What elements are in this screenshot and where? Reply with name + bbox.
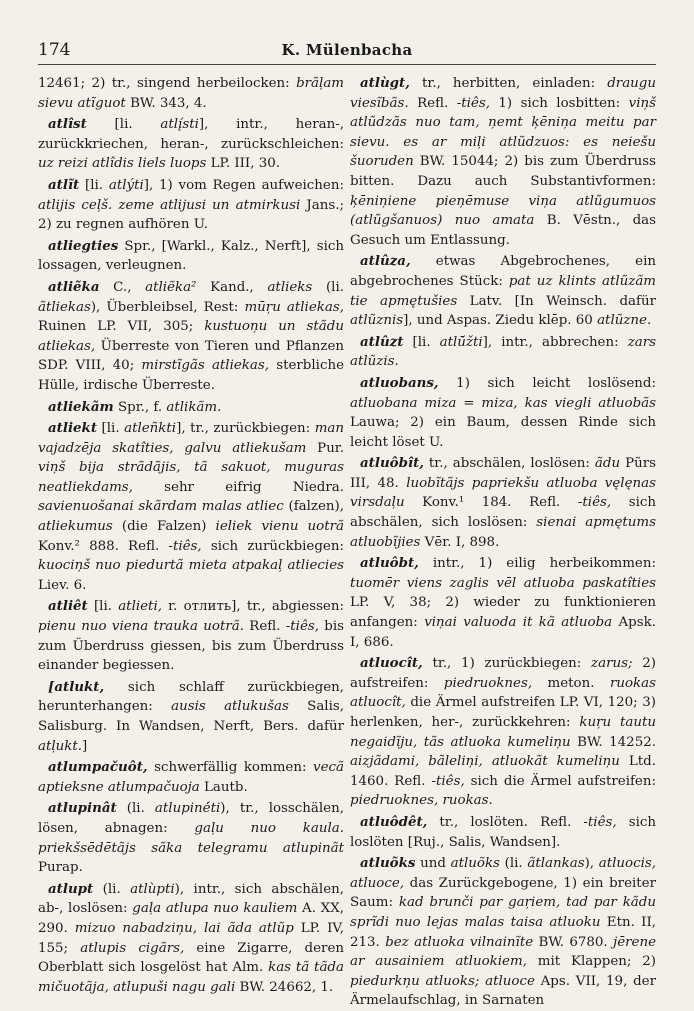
example-text: savienuošanai skãrdam malas atliec [38, 499, 284, 515]
definition-text: Ruinen LP. VII, 305; [38, 319, 205, 335]
example-text: viņai valuoda it kã atluoba [424, 615, 613, 631]
dictionary-entry [38, 115, 344, 174]
headword: atluõks [360, 855, 416, 872]
definition-text: das Zurückgebogene, 1) ein breiter Saum: [350, 875, 656, 911]
definition-text: Vēr. I, 898. [420, 534, 500, 550]
dictionary-entry [38, 880, 344, 998]
definition-text: schwerfällig kommen: [147, 760, 314, 776]
headword: atluôbît, [360, 455, 424, 472]
definition-text: Aps. VII, 19, der Ärmelaufschlag, in Sarnaten [350, 973, 656, 1009]
example-text: sienai apmętums atluobĩjies [350, 515, 656, 550]
example-text: kad brunči par gaŗiem, tad par kãdu sprĩdi nuo lejas malas taisa atluoku [350, 895, 656, 930]
definition-text: Pũrs III, 48. [350, 456, 656, 491]
definition-text: BW. 14252. [570, 734, 656, 750]
definition-text: ), Überbleibsel, Rest: [90, 299, 245, 315]
dictionary-entry [350, 333, 656, 372]
example-text: -tiês, [577, 495, 612, 511]
example-text: mizuo nabadziņu, lai ãda atlũp [74, 920, 294, 936]
definition-text: (die Falzen) [112, 519, 216, 535]
definition-text: 1) sich losbitten: [489, 95, 629, 111]
example-text: ruokas atluocît, [350, 675, 656, 711]
dictionary-entry [350, 654, 656, 811]
example-text: ãtlankas [527, 856, 585, 872]
page-number: 174 [38, 40, 71, 60]
definition-text: [li. [403, 334, 440, 350]
example-text: atlikãm. [166, 399, 222, 415]
example-text: kustuoņu un stãdu atliekas, [38, 319, 344, 354]
definition-text: Jans.; 2) zu regnen aufhören U. [38, 197, 345, 233]
example-text: atlùpti [130, 881, 175, 897]
example-text: atlijis ceļš. zeme atlijusi un atmirkusi [38, 197, 301, 213]
definition-text: sich schlaff zurückbiegen, herunterhangen: [38, 679, 344, 715]
headword: atliêt [48, 598, 88, 615]
definition-text: ], intr., heran-, zurückkriechen, heran-, zurückschleichen: [38, 117, 345, 152]
dictionary-entry [38, 678, 344, 756]
definition-text: und [415, 856, 451, 872]
definition-text: [li. [97, 421, 125, 437]
definition-text: B. Vēstn., das Gesuch um Entlassung. [350, 213, 657, 248]
example-text: kuociņš nuo piedurtã mieta atpakaļ atliecies [38, 558, 344, 574]
example-text: ķēniņiene pieņēmuse viņa atlũgumuos (atlũgšanuos) nuo amata [350, 193, 656, 229]
example-text: -tiês, [583, 814, 617, 830]
text-columns [38, 74, 657, 1009]
definition-text: Latv. [In Weinsch. dafür [457, 293, 656, 309]
definition-text: meton. [532, 675, 610, 691]
dictionary-entry [38, 419, 344, 595]
definition-text: eine Zigarre, deren Oberblatt sich losgelöst hat Alm. [38, 940, 344, 976]
headword: atlùgt, [360, 75, 410, 91]
example-text: -tiês, [431, 773, 465, 789]
example-text: atļukt. [38, 738, 83, 754]
dictionary-entry [350, 854, 656, 1011]
definition-text: ), intr., sich abschälen, ab-, loslösen: [38, 881, 344, 917]
dictionary-entry [350, 74, 656, 250]
running-title: K. Mülenbacha [281, 41, 413, 59]
example-text: atlũzne. [597, 313, 652, 329]
headword: atlûza, [360, 253, 411, 270]
headword: atliekãm [48, 398, 114, 415]
definition-text: sich die Ärmel aufstreifen: [464, 773, 656, 789]
headword: atluobans, [360, 374, 439, 391]
example-text: atlū́žti [439, 334, 483, 350]
right-column [350, 74, 657, 1009]
dictionary-entry [38, 237, 344, 276]
definition-text: BW. 343, 4. [125, 95, 207, 111]
example-text: atleñkti [124, 421, 177, 437]
definition-text: tr., abschälen, loslösen: [423, 456, 595, 472]
definition-text: ], tr., zurückbiegen: [176, 421, 315, 437]
dictionary-entry [38, 799, 344, 877]
dictionary-entry [38, 398, 344, 418]
definition-text: bis zum Überdruss giessen, bis zum Überdruss einander begiessen. [38, 619, 344, 674]
example-text: vecã aptieksne atlumpačuoja [38, 760, 344, 795]
example-text: jērene ar ausainiem atluokiem, [350, 934, 657, 970]
example-text: mūŗu atliekas, [244, 299, 344, 315]
dictionary-entry [38, 758, 344, 797]
dictionary-entry [38, 176, 344, 235]
definition-text: Lautb. [199, 779, 248, 795]
definition-text: sich loslöten [Ruj., Salis, Wandsen]. [350, 814, 656, 850]
definition-text: die Ärmel aufstreifen LP. VI, 120; 3) herlenken, her-, zurückkehren: [350, 695, 656, 730]
headword: atliekt [48, 420, 98, 437]
example-text: atlýti [108, 177, 144, 193]
example-text: -tiês, [456, 95, 490, 111]
definition-text: Refl. [408, 95, 457, 111]
definition-text: ), tr., losschälen, lösen, abnagen: [38, 801, 344, 836]
example-text: zarus; [591, 656, 633, 672]
example-text: brãļam sievu atĩguot [38, 76, 344, 111]
example-text: pat uz klints atlũzãm tie apmętušies [350, 273, 656, 309]
definition-text: Apsk. I, 686. [350, 615, 656, 650]
definition-text: Lauwa; 2) ein Baum, dessen Rinde sich leicht löset U. [350, 415, 656, 450]
definition-text: sterbliche Hülle, irdische Überreste. [38, 358, 344, 393]
example-text: piedruoknes, [443, 675, 533, 691]
example-text: uz reizi atlîdis liels luops [38, 156, 207, 172]
example-text: atlupis cigãrs, [80, 940, 185, 956]
example-text: gaļa atlupa nuo kauliem [132, 901, 298, 917]
definition-text: (falzen), [283, 499, 344, 515]
definition-text: BW. 15044; 2) bis zum Überdruss bitten. Dazu auch Substantivformen: [350, 154, 656, 189]
definition-text: ], und Aspas. Ziedu klēp. 60 [403, 313, 598, 329]
definition-text: sehr eifrig Niedra. [132, 479, 344, 495]
definition-text: 2) aufstreifen: [350, 656, 656, 691]
definition-text: ), [584, 856, 599, 872]
definition-text: (li. [499, 856, 528, 872]
definition-text: 1) sich leicht loslösend: [438, 375, 656, 391]
definition-text: LP. V, 38; 2) wieder zu funktionieren anfangen: [350, 595, 656, 631]
definition-text: r. отлить], tr., abgiessen: [161, 599, 344, 615]
headword: atluôdêt, [360, 813, 428, 830]
definition-text: Überreste von Tieren und Pflanzen SDP. VIII, 40; [38, 338, 344, 374]
example-text: bez atluoka vilnainĩte [385, 934, 534, 950]
example-text: tuomēr viens zaglis vēl atluoba paskatîties [350, 575, 656, 591]
example-text: piedurkņu atluoks; [350, 973, 480, 989]
definition-text: C., [99, 279, 146, 295]
headword: atluocît, [360, 655, 423, 672]
headword: atlupinât [48, 800, 117, 817]
example-text: atlũznis [350, 313, 404, 329]
definition-text: mit Klappen; 2) [526, 954, 657, 970]
definition-text: ], 1) vom Regen aufweichen: [143, 177, 344, 193]
definition-text: tr., loslöten. Refl. [427, 814, 584, 830]
example-text: -tiês, [168, 538, 202, 554]
example-text: atlieks [267, 279, 313, 295]
definition-text: Kand., [196, 279, 268, 295]
definition-text: Etn. II, 213. [350, 914, 656, 950]
example-text: ãtliekas [38, 299, 91, 315]
example-text: zars atlũzis. [350, 334, 656, 370]
definition-text: sich abschälen, sich loslösen: [350, 495, 656, 531]
definition-text: intr., 1) eilig herbeikommen: [418, 556, 656, 572]
headword: [atlukt, [48, 678, 105, 695]
example-text: atlieti, [118, 599, 162, 615]
headword: atlûzt [360, 333, 404, 350]
definition-text: Pur. [306, 440, 344, 456]
example-text: draugu viesĩbãs. [350, 76, 656, 111]
example-text: atliekumus [38, 519, 113, 535]
page-header [38, 34, 656, 65]
example-text: aizjãdami, bãleliņi, atluokãt kumeliņu [350, 754, 620, 770]
definition-text: Konv.² 888. Refl. [38, 538, 169, 554]
definition-text: Salis, Salisburg. In Wandsen, Nerft, Bers. dafür [38, 699, 344, 734]
example-text: atlį́sti [160, 117, 199, 133]
example-text: atlupinė́ti [154, 801, 221, 817]
example-text: ãdu [594, 456, 621, 472]
example-text: luobĩtãjs papriekšu atluoba vęlęnas virsdaļu [350, 475, 656, 511]
example-text: piedruoknes, ruokas. [350, 793, 493, 809]
headword: atluôbt, [360, 555, 419, 572]
definition-text: (li. [93, 881, 131, 897]
example-text: kuŗu tautu negaidĩju, tãs atluoka kumeliņu [350, 715, 656, 750]
left-column [38, 74, 345, 995]
definition-text: Spr., f. [113, 399, 167, 415]
dictionary-entry [38, 278, 344, 396]
example-text: ausis atlukušas [171, 699, 289, 715]
headword: atliẽka [48, 278, 100, 295]
dictionary-entry [350, 554, 656, 652]
definition-text: (li. [312, 279, 344, 295]
dictionary-entry [350, 454, 656, 552]
definition-text: etwas Abgebrochenes, ein abgebrochenes Stück: [350, 254, 656, 289]
definition-text: [li. [86, 117, 161, 133]
definition-text: tr., herbitten, einladen: [409, 76, 608, 91]
definition-text: BW. 24662, 1. [235, 979, 334, 995]
definition-text: Purap. [38, 860, 83, 876]
headword: atlupt [48, 880, 94, 897]
definition-text: Konv.¹ 184. Refl. [404, 495, 578, 511]
example-text: -tiês, [285, 619, 319, 635]
example-text: man vajadzēja skatîties, galvu atliekušam [38, 421, 344, 456]
headword: atlîst [48, 116, 87, 133]
definition-text: LP. III, 30. [206, 156, 281, 172]
definition-text: Ltd. 1460. Refl. [350, 754, 657, 789]
entry-continuation [38, 74, 344, 113]
definition-text: Liev. 6. [38, 577, 87, 593]
definition-text: LP. IV, 155; [38, 920, 344, 956]
example-text: gaļu nuo kaula. priekšsēdētãjs sãka telegramu atlupinãt [38, 820, 344, 856]
example-text: pienu nuo viena trauka uotrã. [38, 619, 244, 635]
example-text: atliẽka² [145, 279, 197, 295]
definition-text: ] [82, 738, 88, 754]
dictionary-entry [350, 252, 656, 330]
example-text: kas tã tãda mičuotãja, atlupuši nagu gali [38, 960, 344, 995]
definition-text: 12461; 2) tr., singend herbeilocken: [38, 76, 297, 91]
example-text: atluocis, atluoce, [350, 856, 656, 891]
dictionary-entry [38, 597, 344, 675]
example-text: viņš bija strãdãjis, tã sakuot, muguras neatliekdams, [38, 460, 344, 495]
definition-text: BW. 6780. [533, 934, 614, 950]
headword: atlumpačuôt, [48, 759, 148, 776]
headword: atliegties [48, 237, 119, 254]
dictionary-entry [350, 374, 656, 452]
example-text: atluobana miza = miza, kas viegli atluobãs [350, 395, 656, 411]
definition-text: A. XX, 290. [38, 901, 345, 936]
definition-text: tr., 1) zurückbiegen: [422, 656, 592, 672]
dictionary-entry [350, 813, 656, 852]
example-text: ieliek vienu uotrã [215, 519, 345, 535]
definition-text: Refl. [244, 619, 286, 635]
example-text: atluõks [450, 856, 500, 872]
definition-text: ], intr., abbrechen: [482, 334, 628, 350]
definition-text: sich zurückbiegen: [201, 538, 344, 554]
definition-text: Spr., [Warkl., Kalz., Nerft], sich lossagen, verleugnen. [38, 238, 344, 274]
example-text: mirstĩgãs atliekas, [141, 358, 270, 374]
definition-text: (li. [116, 801, 155, 817]
example-text: viņš atlũdzãs nuo tam, ņemt ķēniņa meitu par sievu. es ar miļi atlũdzuos: es neiešu šuoruden [350, 95, 656, 170]
headword: atlĩt [48, 176, 80, 193]
definition-text: [li. [79, 177, 109, 193]
example-text: atluoce [485, 973, 535, 989]
definition-text: [li. [87, 599, 119, 615]
